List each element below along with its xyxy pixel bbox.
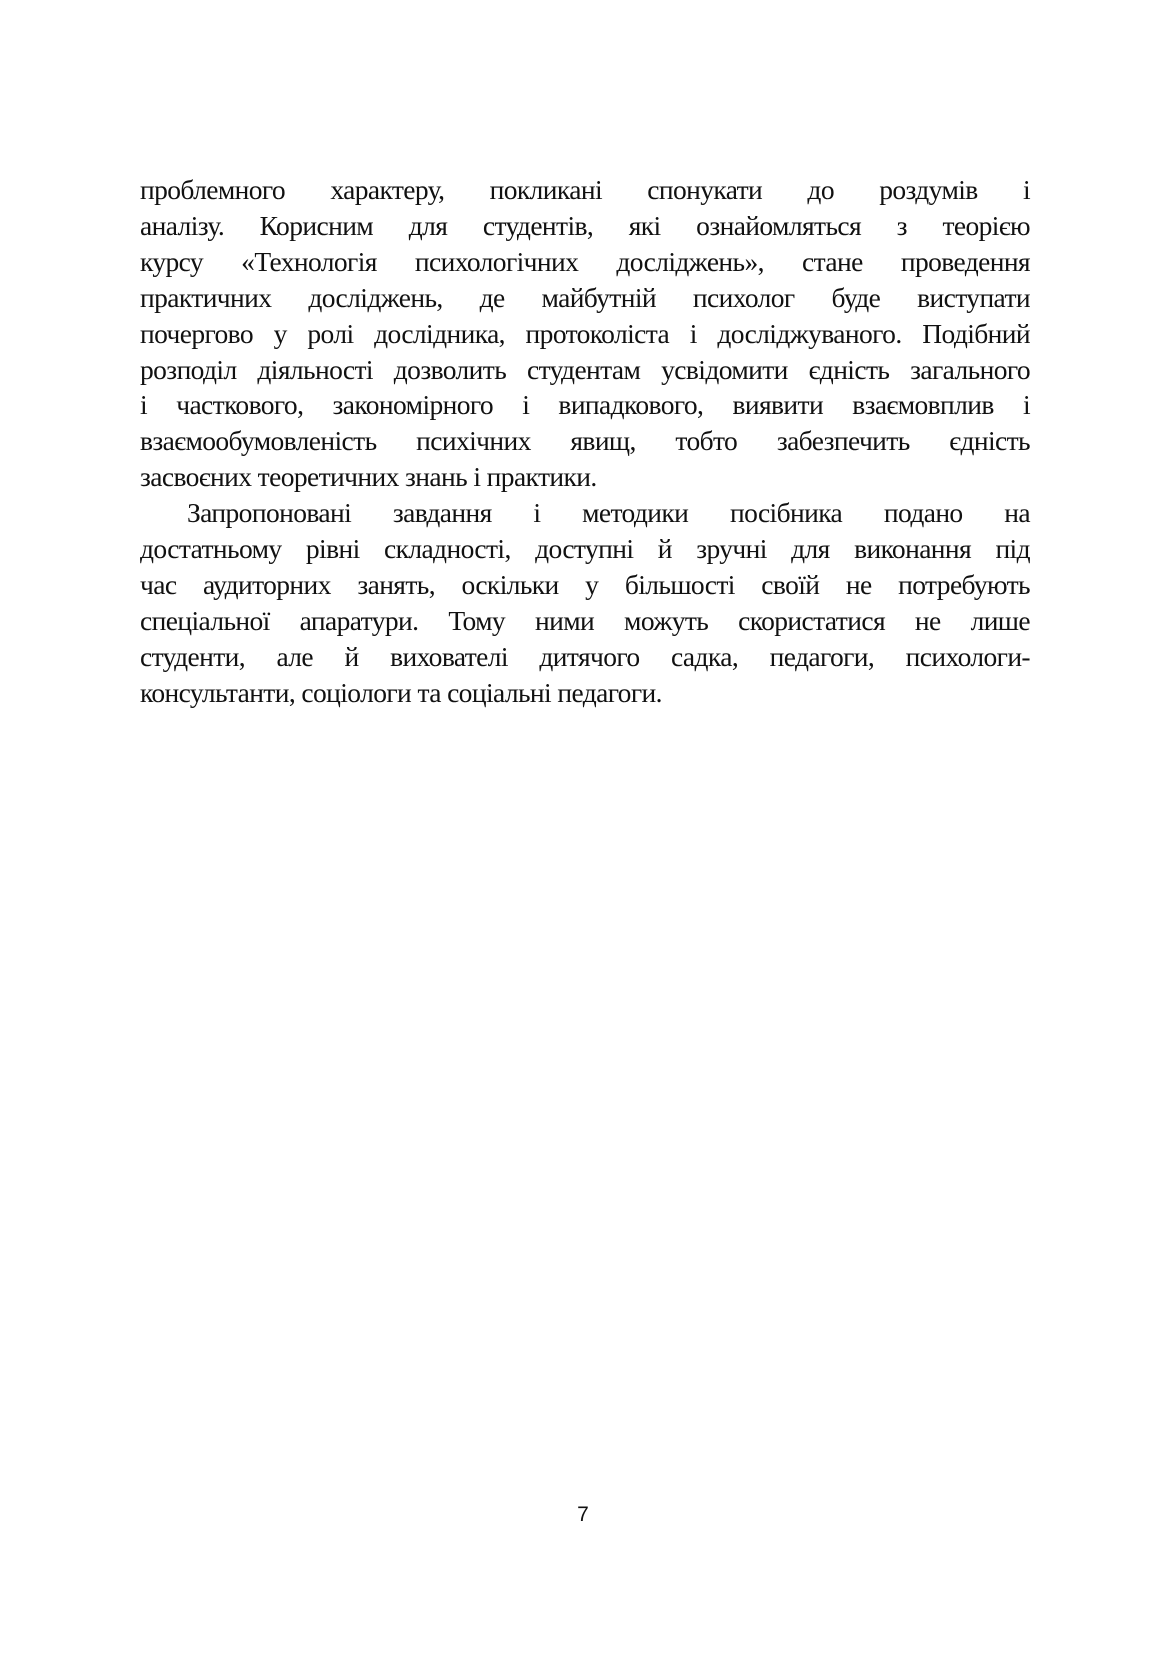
text-line: розподіл діяльності дозволить студентам усвідомити єдність загального: [140, 353, 1030, 385]
text-line: студенти, але й вихователі дитячого садка, педагоги, психологи-: [140, 640, 1030, 672]
paragraph-1: [140, 172, 1030, 495]
text-line: спеціальної апаратури. Тому ними можуть скористатися не лише: [140, 604, 1030, 636]
paragraph-2: [140, 495, 1030, 710]
text-line: Запропоновані завдання і методики посібника подано на: [187, 497, 1030, 529]
text-line: курсу «Технологія психологічних досліджень», стане проведення: [140, 245, 1030, 277]
text-line: достатньому рівні складності, доступні й зручні для виконання під: [140, 533, 1030, 565]
text-line: практичних досліджень, де майбутній психолог буде виступати: [140, 281, 1030, 313]
page-number: 7: [577, 1503, 589, 1526]
text-line: проблемного характеру, покликані спонукати до роздумів і: [140, 174, 1030, 205]
text-line: почергово у ролі дослідника, протоколіста і досліджуваного. Подібний: [140, 317, 1030, 349]
body-text: [140, 172, 1030, 711]
text-line: і часткового, закономірного і випадкового, виявити взаємовплив і: [140, 389, 1030, 421]
text-line: засвоєних теоретичних знань і практики.: [140, 461, 597, 493]
text-line: час аудиторних занять, оскільки у більшості своїй не потребують: [140, 568, 1030, 600]
text-line: аналізу. Корисним для студентів, які ознайомляться з теорією: [140, 209, 1030, 241]
text-line: консультанти, соціологи та соціальні педагоги.: [140, 676, 662, 708]
text-line: взаємообумовленість психічних явищ, тобто забезпечить єдність: [140, 425, 1030, 457]
